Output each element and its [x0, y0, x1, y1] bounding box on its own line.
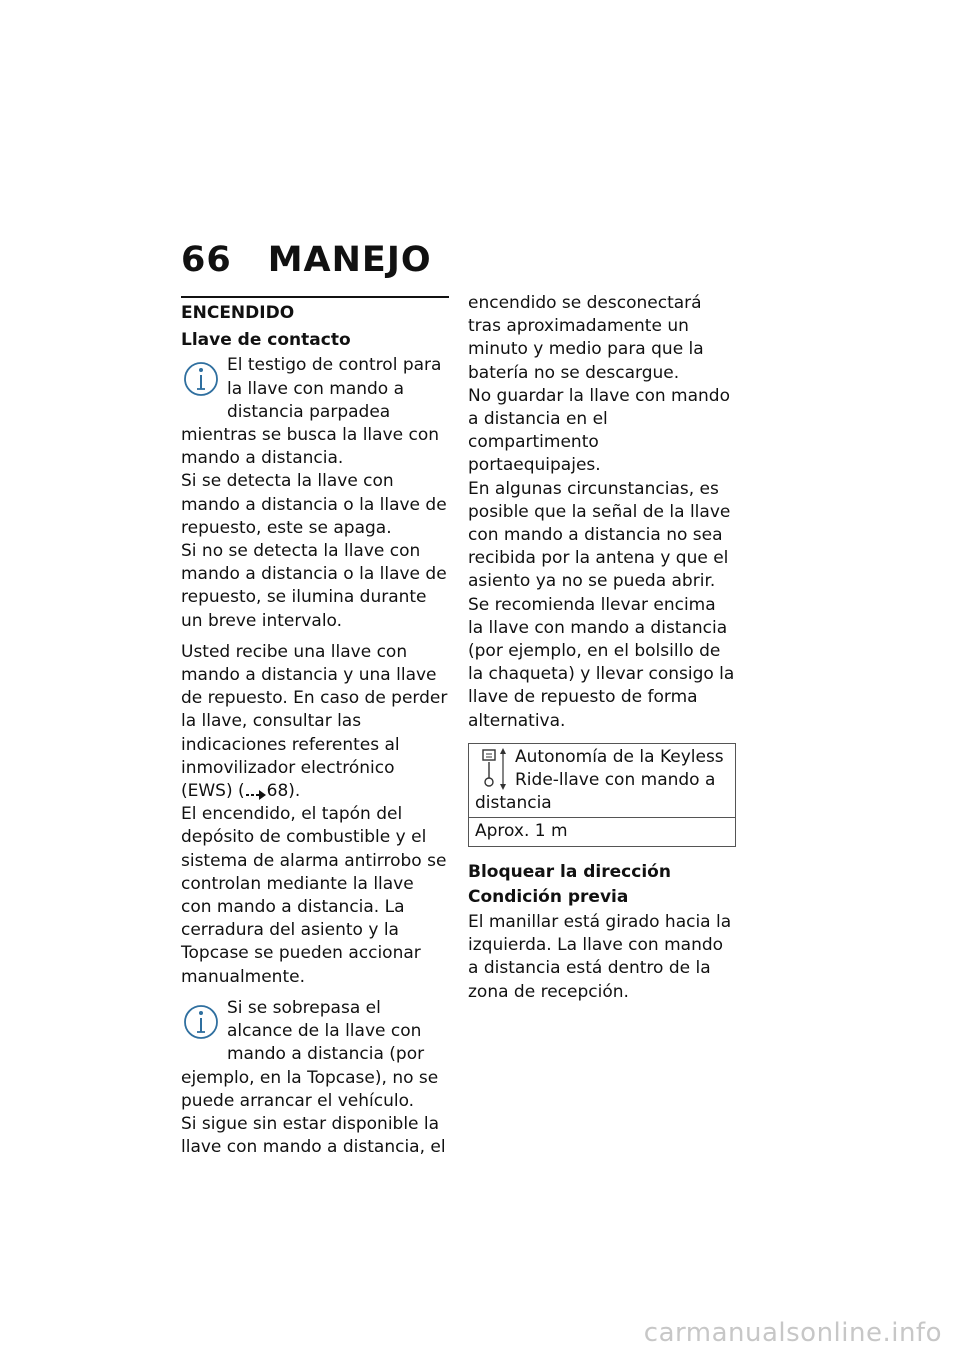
signal-paragraph: En algunas circunstancias, es posible que la señal de la llave con mando a distancia no sea recibida por la antena y que el asiento ya no se pueda abrir.	[468, 478, 731, 592]
subsection-title: Llave de contacto	[181, 330, 351, 351]
info-note-2	[181, 997, 449, 1159]
info-note-2-continued: Si sigue sin estar disponible la llave con mando a distancia, el	[181, 1113, 446, 1158]
info-note-1-not-detected: Si no se detecta la llave con mando a distancia o la llave de repuesto, se ilumina durante un breve intervalo.	[181, 541, 447, 631]
info-note-2-text: Si se sobrepasa el alcance de la llave con mando a distancia (por ejemplo, en la Topcase), no se puede arrancar el vehículo.	[181, 997, 439, 1111]
keys-paragraph	[181, 641, 449, 803]
spec-label-row	[469, 743, 736, 818]
ignition-paragraph: El encendido, el tapón del depósito de combustible y el sistema de alarma antirrobo se controlan mediante la llave con mando a distancia. La cerradura del asiento y la Topcase se pueden accionar manualmente.	[181, 804, 447, 987]
keys-paragraph-end: ).	[288, 781, 301, 802]
info-note-1-text: El testigo de control para la llave con mando a distancia parpadea mientras se busca la llave con mando a distancia.	[181, 355, 442, 469]
continued-paragraph: encendido se desconectará tras aproximadamente un minuto y medio para que la batería no se descargue.	[468, 293, 704, 383]
info-icon	[181, 356, 221, 402]
lock-steering-title: Bloquear la dirección	[468, 861, 671, 882]
info-note-1	[181, 354, 449, 632]
spec-table	[468, 743, 736, 847]
spec-range-icon	[475, 746, 511, 792]
chapter-title: MANEJO	[267, 240, 432, 280]
section-title: ENCENDIDO	[181, 303, 295, 323]
reference-arrow-icon	[245, 785, 267, 797]
info-icon	[181, 999, 221, 1045]
watermark: carmanualsonline.info	[643, 1318, 942, 1348]
precondition-text: El manillar está girado hacia la izquierda. La llave con mando a distancia está dentro de la zona de recepción.	[468, 912, 732, 1002]
spec-value: Aprox. 1 m	[469, 818, 736, 846]
spec-value-row	[469, 818, 736, 846]
precondition-title: Condición previa	[468, 886, 629, 907]
right-column	[468, 292, 736, 1004]
spec-label-cell	[469, 743, 736, 818]
page-number: 66	[181, 240, 232, 280]
page-title	[181, 240, 432, 280]
keys-paragraph-text: Usted recibe una llave con mando a distancia y una llave de repuesto. En caso de perder la llave, consultar las indicaciones referentes al inmovilizador electrónico (EWS) (	[181, 641, 448, 802]
info-note-1-detected: Si se detecta la llave con mando a distancia o la llave de repuesto, este se apaga.	[181, 471, 447, 538]
left-column	[181, 296, 449, 1159]
page-reference[interactable]: 68	[266, 781, 289, 802]
recommendation-paragraph: Se recomienda llevar encima la llave con mando a distancia (por ejemplo, en el bolsillo de la chaqueta) y llevar consigo la llave de repuesto de forma alternativa.	[468, 594, 735, 731]
spec-label: Autonomía de la Keyless Ride-llave con mando a distancia	[475, 746, 724, 814]
storage-warning: No guardar la llave con mando a distancia en el compartimento portaequipajes.	[468, 385, 730, 476]
